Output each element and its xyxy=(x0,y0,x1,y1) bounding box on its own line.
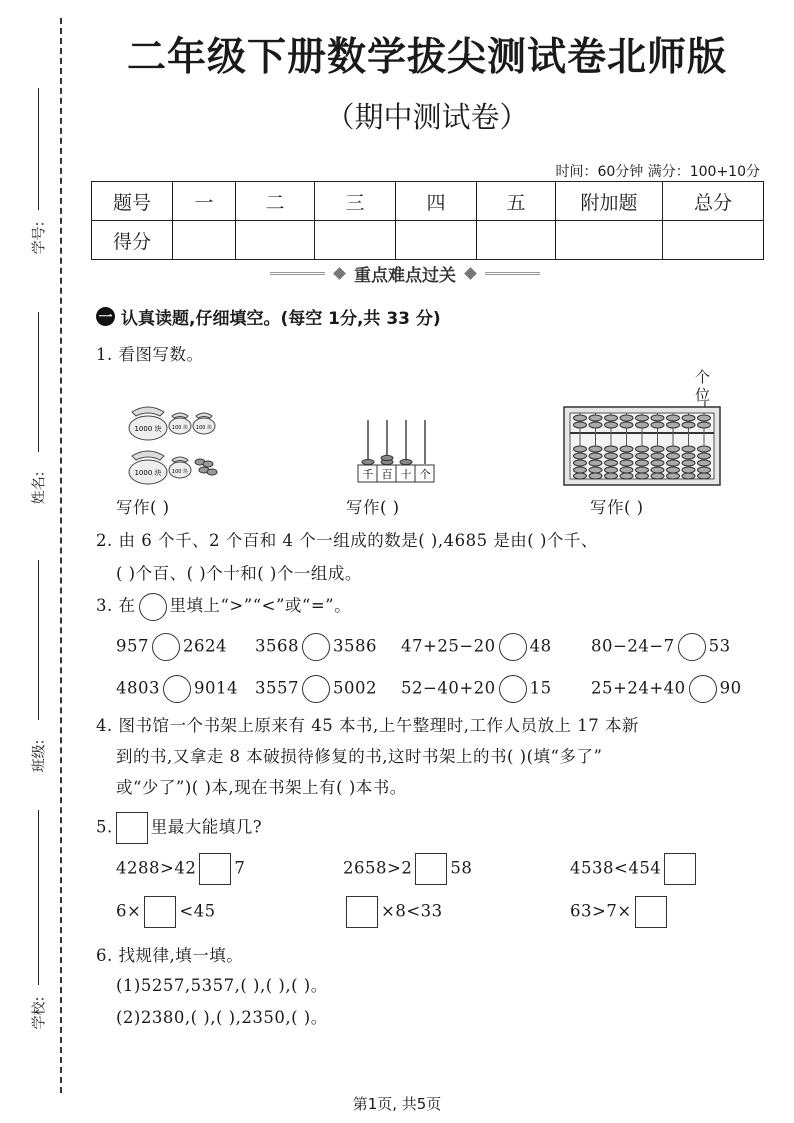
compare-left: 4803 xyxy=(116,678,160,698)
suanpan-bead xyxy=(589,453,602,459)
fill-answer-box[interactable] xyxy=(664,853,696,885)
question-4-line-3: 或“少了”)( )本,现在书架上有( )本书。 xyxy=(116,778,407,797)
compare-left: 52−40+20 xyxy=(401,678,496,698)
table-cell: 五 xyxy=(477,182,556,221)
score-table xyxy=(91,181,764,260)
suanpan-bead xyxy=(636,473,649,479)
abacus-label-ones: 个 xyxy=(695,368,711,386)
compare-item xyxy=(116,675,238,703)
suanpan-bead xyxy=(682,467,695,473)
compare-item xyxy=(591,633,731,661)
suanpan-bead xyxy=(605,473,618,479)
suanpan-bead xyxy=(651,467,664,473)
suanpan-bead xyxy=(574,453,587,459)
abacus-bead xyxy=(362,459,374,464)
suanpan-bead xyxy=(682,460,695,466)
svg-text:100 块: 100 块 xyxy=(195,425,213,431)
suanpan-bead xyxy=(698,460,711,466)
suanpan-bead xyxy=(651,422,664,428)
suanpan-bead xyxy=(651,453,664,459)
compare-left: 957 xyxy=(116,636,149,656)
score-input-cell[interactable] xyxy=(556,221,663,260)
fill-box-item xyxy=(343,853,472,885)
suanpan-bead xyxy=(574,446,587,452)
counting-abacus-image xyxy=(355,418,437,484)
suanpan-bead xyxy=(620,473,633,479)
compare-left: 3568 xyxy=(255,636,299,656)
fill-before: 2658>2 xyxy=(343,858,413,878)
answer-box-icon xyxy=(116,812,148,844)
fill-answer-box[interactable] xyxy=(199,853,231,885)
question-3 xyxy=(96,592,351,621)
banner-rule xyxy=(270,272,325,275)
question-4-line-1: 4. 图书馆一个书架上原来有 45 本书,上午整理时,工作人员放上 17 本新 xyxy=(96,716,639,735)
suanpan-bead xyxy=(574,460,587,466)
student-no-line xyxy=(38,88,39,210)
school-line xyxy=(38,810,39,985)
fill-answer-box[interactable] xyxy=(415,853,447,885)
fill-answer-box[interactable] xyxy=(346,896,378,928)
suanpan-bead xyxy=(667,460,680,466)
fill-answer-box[interactable] xyxy=(144,896,176,928)
suanpan-bead xyxy=(698,415,711,421)
write-as-3: 写作( ) xyxy=(590,498,644,517)
question-4-line-2: 到的书,又拿走 8 本破损待修复的书,这时书架上的书( )(填“多了” xyxy=(116,747,603,766)
abacus-bead xyxy=(400,459,412,464)
svg-text:100 块: 100 块 xyxy=(171,469,189,475)
table-cell: 三 xyxy=(315,182,396,221)
compare-item xyxy=(255,633,377,661)
suanpan-bead xyxy=(636,446,649,452)
fill-before: 4538<454 xyxy=(570,858,662,878)
suanpan-bead xyxy=(574,415,587,421)
table-cell: 二 xyxy=(236,182,315,221)
question-2-line-1: 2. 由 6 个千、2 个百和 4 个一组成的数是( ),4685 是由( )个千、 xyxy=(96,531,598,550)
money-bag-icon xyxy=(129,451,167,484)
svg-text:十: 十 xyxy=(400,468,412,481)
suanpan-bead xyxy=(698,453,711,459)
suanpan-bead xyxy=(620,415,633,421)
banner-text: 重点难点过关 xyxy=(354,265,456,286)
score-input-cell[interactable] xyxy=(663,221,764,260)
suanpan-bead xyxy=(651,415,664,421)
school-label: 学校: xyxy=(31,996,48,1030)
suanpan-bead xyxy=(698,446,711,452)
write-as-1: 写作( ) xyxy=(116,498,170,517)
compare-answer-circle[interactable] xyxy=(302,675,330,703)
money-bags-image xyxy=(124,398,224,488)
suanpan-bead xyxy=(698,473,711,479)
fill-box-item xyxy=(116,896,216,928)
score-table-header-row xyxy=(92,182,764,221)
fill-after: ×8<33 xyxy=(381,901,443,921)
compare-answer-circle[interactable] xyxy=(689,675,717,703)
time-score-info: 时间：60分钟 满分：100+10分 xyxy=(555,164,760,180)
section-title: 认真读题,仔细填空。(每空 1分,共 33 分) xyxy=(121,309,441,329)
compare-item xyxy=(116,633,227,661)
class-line xyxy=(38,560,39,720)
svg-text:百: 百 xyxy=(381,468,393,481)
suanpan-bead xyxy=(605,415,618,421)
compare-left: 80−24−7 xyxy=(591,636,675,656)
compare-right: 48 xyxy=(529,636,552,656)
svg-text:千: 千 xyxy=(362,468,374,481)
banner-rule xyxy=(485,272,540,275)
suanpan-bead xyxy=(620,446,633,452)
fill-box-item xyxy=(570,853,699,885)
fill-after: <45 xyxy=(179,901,216,921)
suanpan-bead xyxy=(667,446,680,452)
suanpan-bead xyxy=(620,467,633,473)
suanpan-bead xyxy=(589,460,602,466)
fill-answer-box[interactable] xyxy=(635,896,667,928)
write-as-2: 写作( ) xyxy=(346,498,400,517)
suanpan-bead xyxy=(605,453,618,459)
score-table-score-row xyxy=(92,221,764,260)
compare-answer-circle[interactable] xyxy=(152,633,180,661)
question-3-suffix: 里填上“>”“<”或“=”。 xyxy=(169,596,352,615)
table-cell: 总分 xyxy=(663,182,764,221)
suanpan-bead xyxy=(682,473,695,479)
table-cell: 四 xyxy=(396,182,477,221)
score-input-cell[interactable] xyxy=(315,221,396,260)
score-input-cell[interactable] xyxy=(477,221,556,260)
suanpan-bead xyxy=(605,460,618,466)
compare-right: 2624 xyxy=(183,636,227,656)
class-label: 班级: xyxy=(31,739,48,773)
suanpan-bead xyxy=(605,467,618,473)
fill-before: 4288>42 xyxy=(116,858,197,878)
money-bag-icon xyxy=(169,413,191,434)
table-cell: 附加题 xyxy=(556,182,663,221)
page-subtitle: （期中测试卷） xyxy=(325,100,529,134)
suanpan-bead xyxy=(667,467,680,473)
compare-right: 90 xyxy=(719,678,742,698)
compare-answer-circle[interactable] xyxy=(163,675,191,703)
suanpan-bead xyxy=(574,467,587,473)
compare-item xyxy=(401,675,552,703)
compare-right: 3586 xyxy=(333,636,377,656)
fill-box-item xyxy=(570,896,670,928)
money-bag-icon xyxy=(193,413,215,434)
svg-text:100 块: 100 块 xyxy=(171,425,189,431)
question-6: 6. 找规律,填一填。 xyxy=(96,946,244,965)
page-title: 二年级下册数学拔尖测试卷北师版 xyxy=(126,35,727,80)
suanpan-bead xyxy=(620,460,633,466)
suanpan-bead xyxy=(651,473,664,479)
suanpan-bead xyxy=(636,415,649,421)
svg-text:1000 块: 1000 块 xyxy=(134,469,162,477)
table-cell: 一 xyxy=(173,182,236,221)
compare-answer-circle[interactable] xyxy=(499,675,527,703)
fill-before: 6× xyxy=(116,901,142,921)
compare-left: 47+25−20 xyxy=(401,636,496,656)
compare-item xyxy=(255,675,377,703)
compare-item xyxy=(401,633,552,661)
compare-item xyxy=(591,675,742,703)
suanpan-bead xyxy=(651,460,664,466)
compare-right: 5002 xyxy=(333,678,377,698)
abacus-bead xyxy=(381,455,393,460)
question-6-line-2: (2)2380,( ),( ),2350,( )。 xyxy=(116,1008,328,1027)
suanpan-bead xyxy=(589,473,602,479)
compare-answer-circle[interactable] xyxy=(678,633,706,661)
suanpan-bead xyxy=(589,422,602,428)
abacus-label-place: 位 xyxy=(695,386,711,404)
suanpan-bead xyxy=(636,422,649,428)
suanpan-bead xyxy=(605,446,618,452)
student-no-label: 学号: xyxy=(31,221,48,255)
svg-text:1000 块: 1000 块 xyxy=(134,425,162,433)
fill-box-item xyxy=(116,853,245,885)
section-banner xyxy=(270,262,540,284)
suanpan-bead xyxy=(636,460,649,466)
suanpan-bead xyxy=(636,453,649,459)
suanpan-bead xyxy=(682,422,695,428)
suanpan-bead xyxy=(698,422,711,428)
suanpan-abacus-image xyxy=(563,406,721,486)
banner-diamond-icon xyxy=(464,267,477,280)
question-5 xyxy=(96,812,262,844)
binding-dashed-line xyxy=(60,18,62,1093)
score-input-cell[interactable] xyxy=(236,221,315,260)
money-bag-icon xyxy=(129,407,167,440)
suanpan-bead xyxy=(651,446,664,452)
suanpan-bead xyxy=(589,467,602,473)
compare-left: 3557 xyxy=(255,678,299,698)
section-heading xyxy=(96,304,441,329)
score-input-cell[interactable] xyxy=(396,221,477,260)
score-input-cell[interactable] xyxy=(173,221,236,260)
suanpan-bead xyxy=(620,453,633,459)
suanpan-bead xyxy=(574,473,587,479)
compare-left: 25+24+40 xyxy=(591,678,686,698)
money-bag-icon xyxy=(169,457,191,478)
section-number-badge: 一 xyxy=(96,307,115,326)
compare-circle-icon xyxy=(139,593,167,621)
question-2-line-2: ( )个百、( )个十和( )个一组成。 xyxy=(116,564,362,583)
compare-right: 15 xyxy=(529,678,552,698)
fill-box-item xyxy=(343,896,443,928)
question-5-suffix: 里最大能填几? xyxy=(150,817,263,837)
question-3-prefix: 3. 在 xyxy=(96,596,136,615)
suanpan-bead xyxy=(636,467,649,473)
suanpan-bead xyxy=(667,415,680,421)
suanpan-bead xyxy=(605,422,618,428)
banner-diamond-icon xyxy=(333,267,346,280)
suanpan-bead xyxy=(620,422,633,428)
question-6-line-1: (1)5257,5357,( ),( ),( )。 xyxy=(116,976,328,995)
suanpan-bead xyxy=(589,415,602,421)
compare-right: 9014 xyxy=(194,678,238,698)
suanpan-bead xyxy=(589,446,602,452)
suanpan-bead xyxy=(698,467,711,473)
compare-answer-circle[interactable] xyxy=(499,633,527,661)
fill-after: 58 xyxy=(450,858,473,878)
question-1: 1. 看图写数。 xyxy=(96,345,204,364)
suanpan-bead xyxy=(682,415,695,421)
name-label: 姓名: xyxy=(31,471,48,505)
suanpan-bead xyxy=(667,422,680,428)
page-footer: 第1页, 共5页 xyxy=(352,1095,442,1113)
name-line xyxy=(38,312,39,452)
suanpan-bead xyxy=(667,473,680,479)
suanpan-bead xyxy=(667,453,680,459)
table-cell: 得分 xyxy=(92,221,173,260)
fill-after: 7 xyxy=(234,858,246,878)
compare-right: 53 xyxy=(708,636,731,656)
svg-text:个: 个 xyxy=(419,468,431,481)
fill-before: 63>7× xyxy=(570,901,632,921)
compare-answer-circle[interactable] xyxy=(302,633,330,661)
suanpan-bead xyxy=(574,422,587,428)
suanpan-bead xyxy=(682,453,695,459)
suanpan-bead xyxy=(682,446,695,452)
question-5-prefix: 5. xyxy=(96,817,113,837)
coins-icon xyxy=(195,459,217,475)
table-cell: 题号 xyxy=(92,182,173,221)
